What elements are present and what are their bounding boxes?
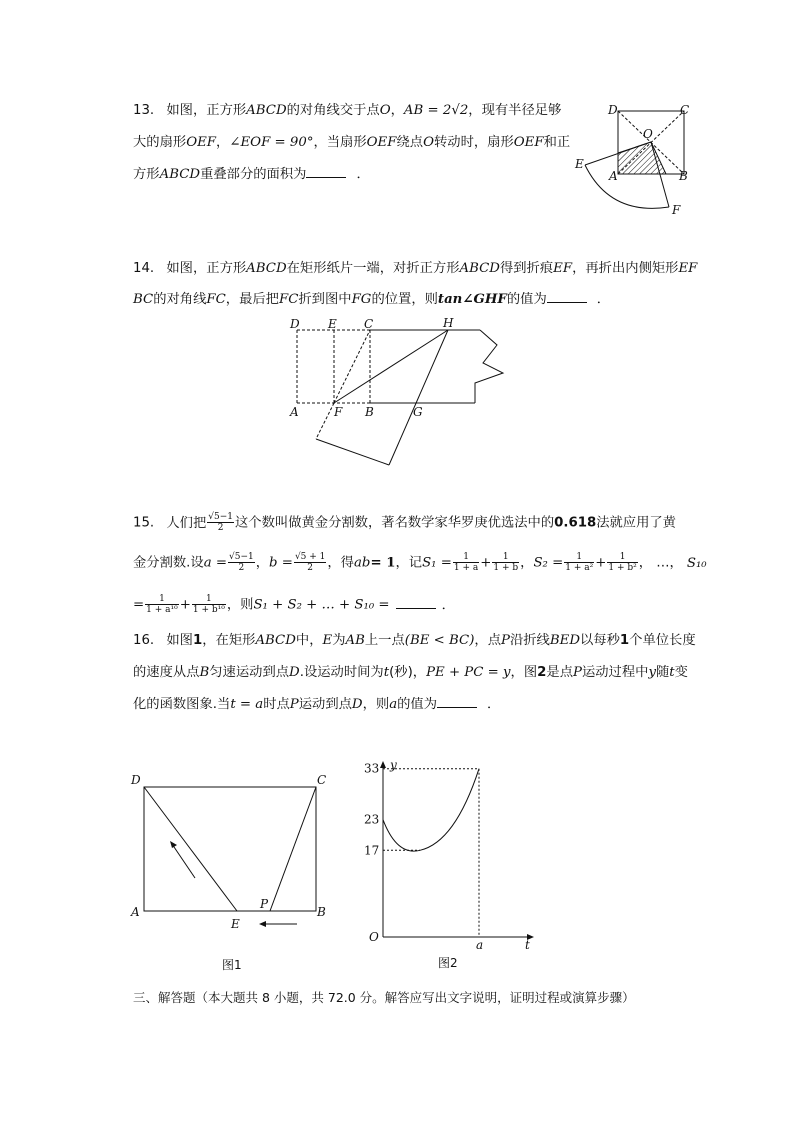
q16-figure2: [360, 755, 560, 970]
q14-line2: BC的对角线FC，最后把FC折到图中FG的位置，则tan∠GHF的值为 ．: [133, 292, 611, 307]
label-c: C: [317, 773, 327, 787]
answer-blank[interactable]: [396, 596, 436, 609]
label-o: O: [369, 930, 379, 944]
q16-line3: 化的函数图象.当t = a时点P运动到点D，则a的值为 ．: [133, 697, 501, 712]
folded-edge: [316, 439, 389, 465]
label-g: G: [413, 405, 423, 419]
arrow-up-head: [170, 841, 177, 848]
q13-line2: 大的扇形OEF，∠EOF = 90°，当扇形OEF绕点O转动时，扇形OEF和正: [133, 135, 571, 150]
torn-edge: [475, 330, 503, 403]
q13-number: 13.: [133, 103, 155, 118]
label-a: A: [290, 405, 299, 419]
label-e: E: [231, 917, 240, 931]
q16-line1: 16. 如图1，在矩形ABCD中，E为AB上一点(BE < BC)，点P沿折线BED以每秒1个单位长度: [133, 633, 696, 648]
label-a: a: [476, 938, 484, 952]
label-d: D: [290, 317, 300, 331]
q14-figure: [285, 315, 515, 475]
label-h: H: [443, 316, 454, 330]
line-hg: [389, 330, 448, 465]
label-a: A: [131, 905, 140, 919]
label-33: 33: [364, 761, 380, 776]
label-t: t: [525, 938, 530, 952]
segment-pc: [270, 787, 316, 911]
figure2-caption: 图2: [438, 956, 458, 970]
label-c: C: [680, 103, 690, 117]
segment-de: [144, 787, 237, 911]
q13-figure: [570, 96, 690, 226]
q15-line1: 15. 人们把 $\frac{√5-1}{2}$ 这个数叫做黄金分割数，著名数学家华罗庚优选法中的0.618法就应用了黄: [133, 512, 676, 533]
q16-line2: 的速度从点B匀速运动到点D.设运动时间为t(秒)，PE + PC = y，图2是点P运动过程中y随t变: [133, 665, 688, 680]
label-b: B: [365, 405, 374, 419]
label-f: F: [334, 405, 343, 419]
q15-line3: = $\frac{1}{\text{1 + a¹⁰}}$ + $\frac{1}{\text{1 + b¹⁰}}$ ，则S₁ + S₂ + … + S₁₀ = ．: [133, 594, 455, 615]
label-p: P: [260, 897, 269, 911]
answer-blank[interactable]: [547, 290, 587, 303]
function-curve: [383, 769, 479, 851]
label-d: D: [608, 103, 618, 117]
q13-line1: 13. 如图，正方形ABCD的对角线交于点O，AB = 2√2，现有半径足够: [133, 103, 562, 118]
rectangle-abcd: [144, 787, 316, 911]
label-d: D: [131, 773, 141, 787]
line-fh: [334, 330, 448, 403]
label-e: E: [575, 157, 584, 171]
section-heading: 三、解答题（本大题共 8 小题，共 72.0 分。解答应写出文字说明，证明过程或演算步骤）: [133, 990, 635, 1005]
q15-line2: 金分割数.设a = $\frac{√5-1}{2}$ ，b = $\frac{√5 + 1}{2}$ ，得ab= 1，记S₁ = $\frac{1}{1 + a}$ + $\frac{1}{1 + b}$ ，S₂ = $\frac{1}{\text{1 + a²}}$ + $\frac{1}{\text{1 + b²}}$ ， …， S₁₀: [133, 552, 707, 573]
answer-blank[interactable]: [306, 165, 346, 178]
q16-figure1: [125, 770, 345, 970]
q15-number: 15.: [133, 515, 155, 531]
figure1-caption: 图1: [222, 958, 242, 972]
label-c: C: [364, 317, 374, 331]
answer-blank[interactable]: [437, 695, 477, 708]
q14-line1: 14. 如图，正方形ABCD在矩形纸片一端，对折正方形ABCD得到折痕EF，再折出内侧矩形EF: [133, 261, 698, 276]
arrow-up-line: [172, 844, 195, 878]
label-e: E: [328, 317, 337, 331]
label-23: 23: [364, 812, 380, 827]
label-b: B: [317, 905, 326, 919]
label-f: F: [672, 203, 681, 217]
q16-number: 16.: [133, 633, 155, 648]
label-17: 17: [364, 843, 380, 858]
label-b: B: [679, 169, 688, 183]
q13-line3: 方形ABCD重叠部分的面积为 ．: [133, 167, 370, 182]
label-a: A: [609, 169, 618, 183]
q14-number: 14.: [133, 261, 155, 276]
dashed-fold: [316, 403, 334, 439]
label-o: O: [643, 127, 653, 141]
label-y: y: [390, 758, 397, 772]
y-axis-arrow: [380, 761, 386, 768]
arrow-left-head: [259, 921, 266, 927]
